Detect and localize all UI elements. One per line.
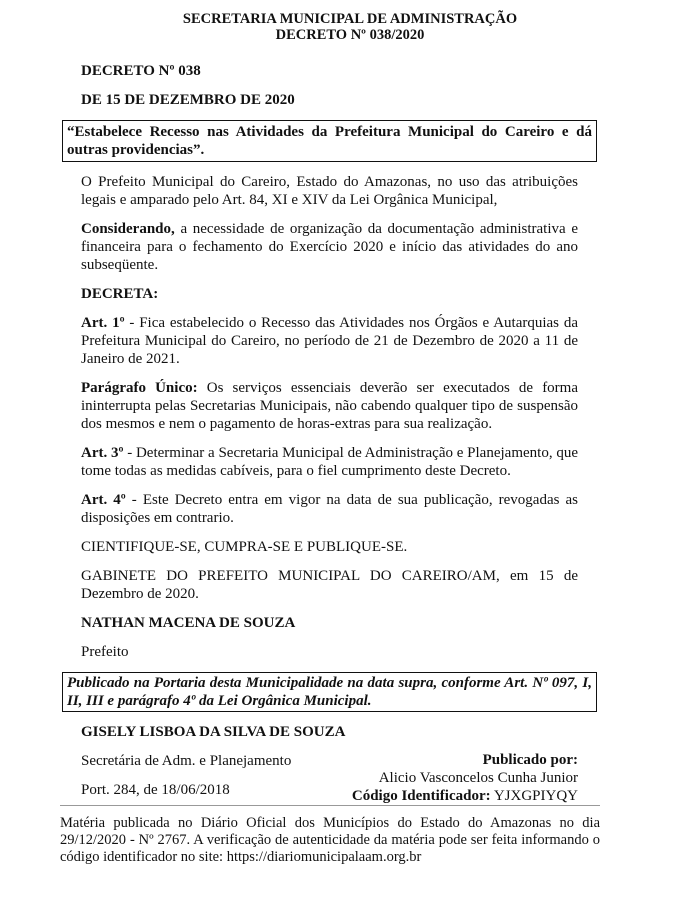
- article-1-label: Art. 1º: [81, 315, 125, 331]
- published-by-label: Publicado por:: [482, 752, 578, 768]
- decree-preamble: O Prefeito Municipal do Careiro, Estado do Amazonas, no uso das atribuições legais e amparado pelo Art. 84, XI e XIV da Lei Orgânica Municipal,: [81, 174, 578, 208]
- cientifique-line: CIENTIFIQUE-SE, CUMPRA-SE E PUBLIQUE-SE.: [81, 539, 408, 555]
- decreta-heading: DECRETA:: [81, 286, 159, 302]
- identifier-code: YJXGPIYQY: [490, 788, 578, 804]
- article-3: [81, 444, 578, 480]
- publication-block: [352, 751, 578, 805]
- footer-note: Matéria publicada no Diário Oficial dos Municípios do Estado do Amazonas no dia 29/12/2020 - Nº 2767. A verificação de autenticidade da matéria pode ser feita informando o código identificador no site: https://diariomunicipalaam.org.br: [60, 815, 600, 865]
- decree-date: DE 15 DE DEZEMBRO DE 2020: [81, 92, 295, 108]
- considerando-label: Considerando,: [81, 221, 175, 237]
- article-4-text: - Este Decreto entra em vigor na data de sua publicação, revogadas as disposições em contrario.: [81, 492, 578, 526]
- secretary-title: Secretária de Adm. e Planejamento: [81, 753, 292, 769]
- considerando-text: a necessidade de organização da documentação administrativa e financeira para o fechamento do Exercício 2020 e início das atividades do ano subseqüente.: [81, 221, 578, 273]
- article-4: [81, 491, 578, 527]
- paragrafo-unico-text: Os serviços essenciais deverão ser executados de forma ininterrupta pelas Secretarias Municipais, não cabendo qualquer tipo de suspensão dos mesmos e nem o pagamento de horas-extras para sua realização.: [81, 380, 579, 432]
- decree-number: DECRETO Nº 038: [81, 63, 201, 79]
- header-decree-number: DECRETO Nº 038/2020: [275, 27, 425, 43]
- article-3-text: - Determinar a Secretaria Municipal de Administração e Planejamento, que tome todas as medidas cabíveis, para o fiel cumprimento deste Decreto.: [81, 445, 578, 479]
- header-secretaria: SECRETARIA MUNICIPAL DE ADMINISTRAÇÃO: [182, 11, 518, 27]
- identifier-label: Código Identificador:: [351, 788, 491, 804]
- document-header: [0, 11, 700, 43]
- signer-name: NATHAN MACENA DE SOUZA: [81, 615, 296, 631]
- paragrafo-unico-label: Parágrafo Único:: [81, 380, 198, 396]
- article-3-label: Art. 3º: [81, 445, 124, 461]
- paragrafo-unico: [81, 379, 578, 433]
- gabinete-line: GABINETE DO PREFEITO MUNICIPAL DO CAREIRO/AM, em 15 de Dezembro de 2020.: [81, 568, 578, 602]
- article-1: [81, 314, 578, 368]
- decree-body: [67, 62, 592, 810]
- article-4-label: Art. 4º: [81, 492, 126, 508]
- secretary-name: GISELY LISBOA DA SILVA DE SOUZA: [81, 724, 346, 740]
- signer-title: Prefeito: [81, 644, 129, 660]
- publication-notice-box: Publicado na Portaria desta Municipalidade na data supra, conforme Art. Nº 097, I, II, III e parágrafo 4º da Lei Orgânica Municipal.: [62, 672, 597, 712]
- publisher-name: Alicio Vasconcelos Cunha Junior: [378, 770, 578, 786]
- portaria-line: Port. 284, de 18/06/2018: [81, 782, 230, 798]
- decree-ementa-box: “Estabelece Recesso nas Atividades da Prefeitura Municipal do Careiro e dá outras providencias”.: [62, 120, 597, 162]
- footer-divider: [60, 805, 600, 806]
- considerando-paragraph: [81, 220, 578, 274]
- identifier-line: [352, 787, 578, 805]
- article-1-text: - Fica estabelecido o Recesso das Atividades nos Órgãos e Autarquias da Prefeitura Municipal do Careiro, no período de 21 de Dezembro de 2020 a 11 de Janeiro de 2021.: [81, 315, 579, 367]
